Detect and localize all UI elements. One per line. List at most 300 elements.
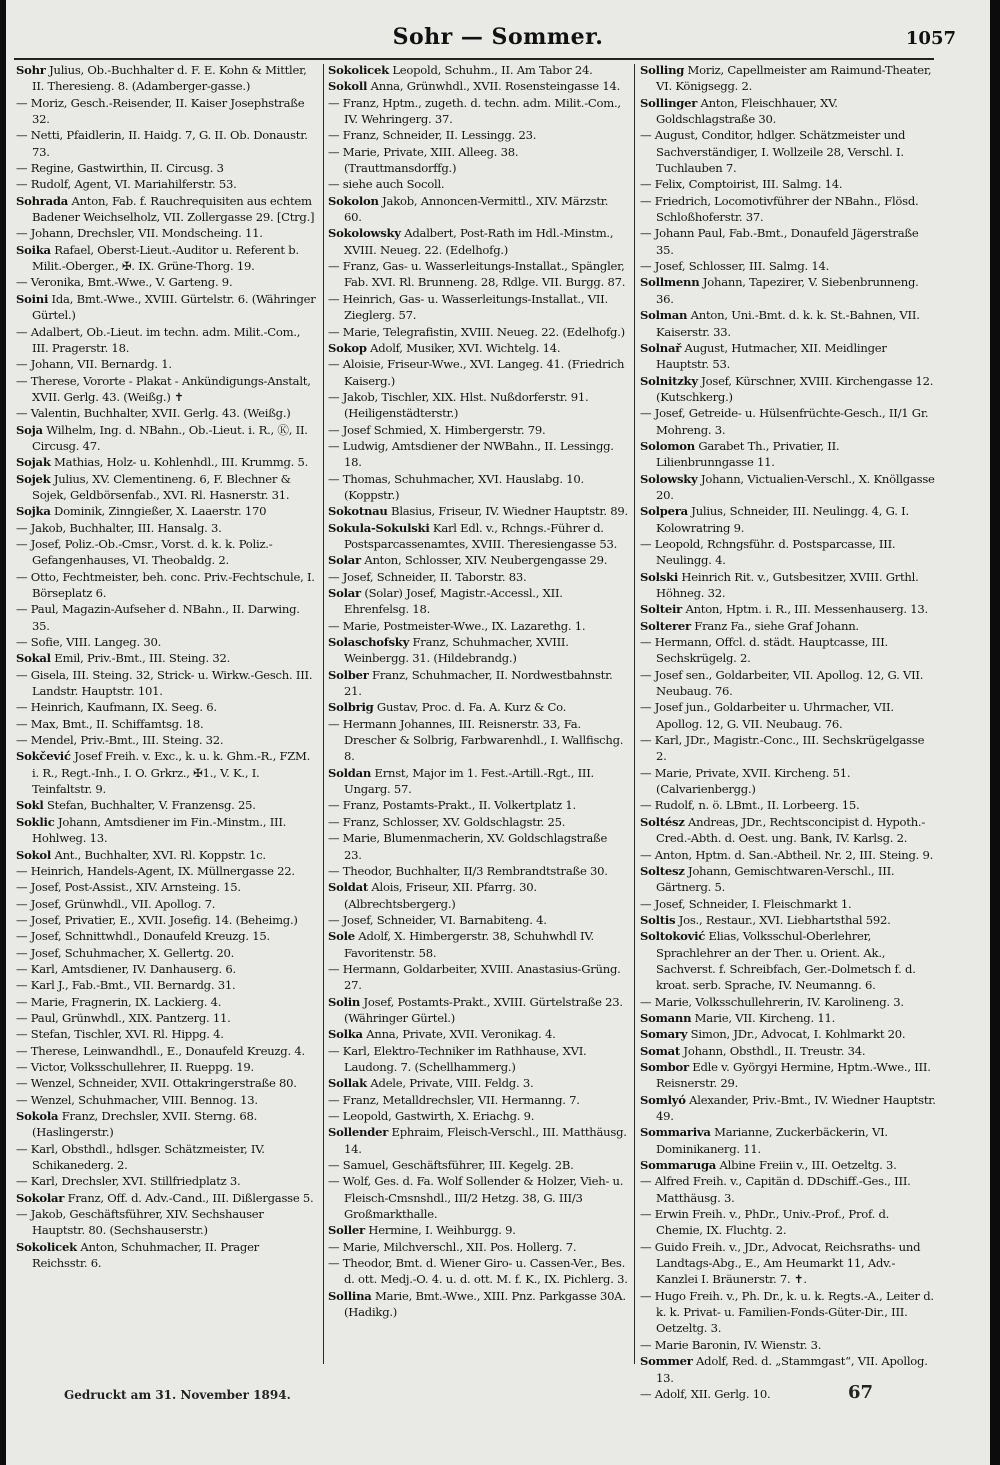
entry-details: — Hermann Johannes, III. Reisnerstr. 33, Fa. Drescher & Solbrig, Farbwarenhdl., I. Wallfischg. 8. bbox=[328, 716, 624, 764]
entry-details: Franz, Off. d. Adv.-Cand., III. Dißlergasse 5. bbox=[64, 1190, 314, 1205]
directory-entry bbox=[328, 389, 628, 422]
entry-details: — Karl, JDr., Magistr.-Conc., III. Sechskrügelgasse 2. bbox=[640, 733, 925, 764]
directory-entry bbox=[16, 471, 316, 504]
entry-surname: Soldan bbox=[328, 765, 372, 780]
entry-details: — Marie, Volksschullehrerin, IV. Karolineng. 3. bbox=[640, 994, 904, 1009]
entry-details: — Marie Baronin, IV. Wienstr. 3. bbox=[640, 1337, 822, 1352]
entry-details: — Jakob, Buchhalter, III. Hansalg. 3. bbox=[16, 520, 222, 535]
entry-details: — Marie, Blumenmacherin, XV. Goldschlagstraße 23. bbox=[328, 831, 608, 862]
entry-details: — Franz, Metalldrechsler, VII. Hermanng. 7. bbox=[328, 1092, 580, 1107]
entry-details: — Victor, Volksschullehrer, II. Rueppg. 19. bbox=[16, 1059, 254, 1074]
entry-details: Jos., Restaur., XVI. Liebhartsthal 592. bbox=[675, 912, 891, 927]
entry-details: — Friedrich, Locomotivführer der NBahn., Flösd. Schloßhoferstr. 37. bbox=[640, 193, 919, 225]
entry-surname: Solbrig bbox=[328, 700, 374, 715]
directory-entry bbox=[16, 748, 316, 797]
entry-surname: Solman bbox=[640, 308, 688, 323]
directory-entry bbox=[640, 95, 936, 128]
entry-details: — Regine, Gastwirthin, II. Circusg. 3 bbox=[16, 161, 224, 176]
entry-details: — Veronika, Bmt.-Wwe., V. Garteng. 9. bbox=[16, 275, 233, 290]
entry-surname: Sollina bbox=[328, 1288, 372, 1303]
entry-details: — Franz, Gas- u. Wasserleitungs-Installat., Spängler, Fab. XVI. Rl. Brunneng. 28, Rdlge. VII. Burgg. 87. bbox=[328, 259, 626, 290]
directory-entry bbox=[328, 356, 628, 389]
entry-surname: Solomon bbox=[640, 438, 695, 453]
entry-details: Josef, Kürschner, XVIII. Kirchengasse 12. (Kutschkerg.) bbox=[656, 373, 934, 404]
directory-entry bbox=[640, 1059, 936, 1092]
directory-entry bbox=[640, 863, 936, 896]
entry-details: — Jakob, Tischler, XIX. Hlst. Nußdorferstr. 91. (Heiligenstädterstr.) bbox=[328, 389, 589, 421]
directory-entry bbox=[16, 945, 316, 961]
entry-details: Johann, Obsthdl., II. Treustr. 34. bbox=[680, 1043, 866, 1058]
entry-details: — Hugo Freih. v., Ph. Dr., k. u. k. Regts.-A., Leiter d. k. k. Privat- u. Familien-Fonds-Güter-Dir., III. Oetzeltg. 3. bbox=[640, 1288, 934, 1336]
entry-surname: Sommaruga bbox=[640, 1158, 717, 1173]
directory-entry bbox=[16, 732, 316, 748]
entry-details: — Josef, Schneider, VI. Barnabiteng. 4. bbox=[328, 912, 547, 927]
entry-details: — Mendel, Priv.-Bmt., III. Steing. 32. bbox=[16, 733, 224, 748]
directory-entry bbox=[16, 160, 316, 176]
directory-entry bbox=[328, 1075, 628, 1091]
entry-surname: Sole bbox=[328, 929, 355, 944]
directory-entry bbox=[16, 422, 316, 455]
entry-details: Alexander, Priv.-Bmt., IV. Wiedner Hauptstr. 49. bbox=[656, 1092, 936, 1123]
column-2 bbox=[328, 62, 628, 1367]
entry-surname: Solaschofsky bbox=[328, 635, 410, 650]
directory-entry bbox=[640, 62, 936, 95]
entry-details: Andreas, JDr., Rechtsconcipist d. Hypoth.-Cred.-Abth. d. Oest. ung. Bank, IV. Karlsg. 2. bbox=[656, 814, 926, 846]
entry-surname: Sojek bbox=[16, 471, 51, 486]
directory-entry bbox=[328, 634, 628, 667]
entry-surname: Solar bbox=[328, 553, 361, 568]
page-number: 1057 bbox=[905, 28, 956, 49]
directory-entry bbox=[328, 699, 628, 715]
directory-entry bbox=[16, 1206, 316, 1239]
directory-entry bbox=[328, 928, 628, 961]
directory-entry bbox=[16, 961, 316, 977]
entry-details: — Paul, Grünwhdl., XIX. Pantzerg. 11. bbox=[16, 1010, 231, 1025]
page-footer bbox=[6, 1376, 990, 1416]
directory-entry bbox=[16, 601, 316, 634]
directory-entry bbox=[640, 536, 936, 569]
directory-entry bbox=[640, 896, 936, 912]
entry-details: Josef Freih. v. Exc., k. u. k. Ghm.-R., FZM. i. R., Regt.-Inh., I. O. Grkrz., ✠1., V. K., I. Teinfaltstr. 9. bbox=[32, 749, 311, 797]
directory-entry bbox=[640, 847, 936, 863]
entry-details: Adolf, Red. d. „Stammgast“, VII. Apollog. 13. bbox=[656, 1354, 928, 1385]
entry-surname: Sokolar bbox=[16, 1190, 65, 1205]
directory-entry bbox=[328, 422, 628, 438]
directory-entry bbox=[640, 912, 936, 928]
entry-surname: Soklic bbox=[16, 814, 55, 829]
entry-details: — Josef, Privatier, E., XVII. Josefig. 14. (Beheimg.) bbox=[16, 912, 298, 927]
directory-entry bbox=[640, 634, 936, 667]
directory-entry bbox=[328, 585, 628, 618]
entry-surname: Sollak bbox=[328, 1076, 367, 1091]
entry-details: Gustav, Proc. d. Fa. A. Kurz & Co. bbox=[373, 700, 567, 715]
directory-entry bbox=[640, 438, 936, 471]
entry-details: — Marie, Private, XIII. Alleeg. 38. (Trauttmansdorffg.) bbox=[328, 144, 519, 176]
entry-details: — Netti, Pfaidlerin, II. Haidg. 7, G. II. Ob. Donaustr. 73. bbox=[16, 128, 308, 159]
entry-details: Rafael, Oberst-Lieut.-Auditor u. Referent b. Milit.-Oberger., ✠. IX. Grüne-Thorg. 19. bbox=[32, 242, 299, 274]
entry-details: — Karl, Elektro-Techniker im Rathhause, XVI. Laudong. 7. (Schellhammerg.) bbox=[328, 1043, 587, 1074]
directory-entry bbox=[640, 307, 936, 340]
entry-surname: Sojak bbox=[16, 455, 51, 470]
entry-surname: Sokolowsky bbox=[328, 226, 401, 241]
print-date-note: Gedruckt am 31. November 1894. bbox=[64, 1388, 291, 1402]
entry-surname: Sohr bbox=[16, 63, 46, 77]
directory-entry bbox=[640, 1124, 936, 1157]
entry-details: — Josef jun., Goldarbeiter u. Uhrmacher, VII. Apollog. 12, G. VII. Neubaug. 76. bbox=[640, 700, 894, 731]
entry-details: — Anton, Hptm. d. San.-Abtheil. Nr. 2, III. Steing. 9. bbox=[640, 847, 934, 862]
entry-details: Franz Fa., siehe Graf Johann. bbox=[690, 618, 859, 633]
column-1 bbox=[16, 62, 316, 1367]
entry-surname: Solowsky bbox=[640, 471, 698, 486]
entry-details: Anna, Grünwhdl., XVII. Rosensteingasse 14. bbox=[367, 79, 621, 94]
directory-entry bbox=[16, 667, 316, 700]
directory-entry bbox=[16, 912, 316, 928]
entry-details: Blasius, Friseur, IV. Wiedner Hauptstr. 89. bbox=[387, 504, 628, 519]
entry-surname: Solnař bbox=[640, 340, 682, 355]
directory-entry bbox=[16, 1108, 316, 1141]
directory-entry bbox=[16, 1075, 316, 1091]
entry-details: — Thomas, Schuhmacher, XVI. Hauslabg. 10. (Koppstr.) bbox=[328, 471, 584, 502]
entry-details: Johann, Tapezirer, V. Siebenbrunneng. 36. bbox=[656, 275, 919, 306]
entry-details: — Jakob, Geschäftsführer, XIV. Sechshauser Hauptstr. 80. (Sechshauserstr.) bbox=[16, 1207, 264, 1238]
entry-surname: Sokoll bbox=[328, 79, 368, 94]
entry-surname: Sommariva bbox=[640, 1125, 711, 1140]
directory-entry bbox=[640, 1043, 936, 1059]
entry-surname: Sokolicek bbox=[328, 63, 389, 77]
entry-details: Josef, Postamts-Prakt., XVIII. Gürtelstraße 23. (Währinger Gürtel.) bbox=[344, 994, 623, 1025]
entry-details: Anna, Private, XVII. Veronikag. 4. bbox=[362, 1027, 556, 1042]
directory-entry bbox=[16, 634, 316, 650]
entry-surname: Sokčević bbox=[16, 749, 71, 764]
entry-surname: Sokolicek bbox=[16, 1239, 77, 1254]
directory-entry bbox=[16, 1239, 316, 1272]
directory-entry bbox=[16, 1173, 316, 1189]
entry-surname: Sokal bbox=[16, 651, 51, 666]
entry-details: — Josef, Poliz.-Ob.-Cmsr., Vorst. d. k. k. Poliz.-Gefangenhauses, VI. Theobaldg. 2. bbox=[16, 536, 273, 568]
entry-surname: Soltoković bbox=[640, 929, 706, 944]
directory-entry bbox=[16, 814, 316, 847]
entry-details: — Hermann, Offcl. d. städt. Hauptcasse, III. Sechskrügelg. 2. bbox=[640, 635, 888, 666]
directory-entry bbox=[328, 1288, 628, 1321]
entry-details: — Wenzel, Schuhmacher, VIII. Bennog. 13. bbox=[16, 1092, 258, 1107]
entry-details: — Johann, Drechsler, VII. Mondscheing. 11. bbox=[16, 226, 263, 241]
entry-details: — Josef Schmied, X. Himbergerstr. 79. bbox=[328, 422, 546, 437]
directory-entry bbox=[16, 503, 316, 519]
entry-details: Johann, Gemischtwaren-Verschl., III. Gärtnerg. 5. bbox=[656, 863, 895, 895]
directory-entry bbox=[328, 471, 628, 504]
directory-entry bbox=[640, 176, 936, 192]
directory-entry bbox=[328, 667, 628, 700]
entry-details: Julius, Ob.-Buchhalter d. F. E. Kohn & Mittler, II. Theresieng. 8. (Adamberger-gasse.) bbox=[32, 63, 307, 94]
entry-surname: Somann bbox=[640, 1010, 692, 1025]
header-rule bbox=[14, 58, 934, 60]
entry-details: Franz, Schuhmacher, II. Nordwestbahnstr. 21. bbox=[344, 667, 613, 699]
directory-entry bbox=[16, 928, 316, 944]
entry-details: — Adalbert, Ob.-Lieut. im techn. adm. Milit.-Com., III. Pragerstr. 18. bbox=[16, 324, 301, 355]
directory-entry bbox=[16, 994, 316, 1010]
directory-entry bbox=[328, 961, 628, 994]
directory-entry bbox=[16, 1010, 316, 1026]
entry-details: — Franz, Schlosser, XV. Goldschlagstr. 25. bbox=[328, 814, 566, 829]
directory-entry bbox=[328, 340, 628, 356]
column-divider bbox=[323, 64, 324, 1364]
entry-details: — Therese, Vororte - Plakat - Ankündigungs-Anstalt, XVII. Gerlg. 43. (Weißg.) ✝ bbox=[16, 373, 311, 404]
entry-details: — Marie, Telegrafistin, XVIII. Neueg. 22. (Edelhofg.) bbox=[328, 324, 625, 339]
entry-surname: Solnitzky bbox=[640, 373, 698, 388]
entry-details: — Johann Paul, Fab.-Bmt., Donaufeld Jägerstraße 35. bbox=[640, 226, 919, 257]
entry-details: — Josef, Getreide- u. Hülsenfrüchte-Gesch., II/1 Gr. Mohreng. 3. bbox=[640, 406, 929, 437]
directory-entry bbox=[640, 1239, 936, 1288]
directory-entry bbox=[16, 716, 316, 732]
entry-details: Stefan, Buchhalter, V. Franzensg. 25. bbox=[43, 798, 256, 813]
entry-details: Julius, XV. Clementineng. 6, F. Blechner & Sojek, Geldbörsenfab., XVI. Rl. Hasnerstr. 31. bbox=[32, 471, 291, 502]
entry-details: Dominik, Zinngießer, X. Laaerstr. 170 bbox=[50, 504, 267, 519]
directory-entry bbox=[328, 78, 628, 94]
directory-entry bbox=[640, 1092, 936, 1125]
directory-entry bbox=[328, 879, 628, 912]
entry-details: Ephraim, Fleisch-Verschl., III. Matthäusg. 14. bbox=[344, 1125, 627, 1156]
entry-details: Heinrich Rit. v., Gutsbesitzer, XVIII. Grthl. Höhneg. 32. bbox=[656, 569, 919, 600]
entry-details: — Marie, Milchverschl., XII. Pos. Hollerg. 7. bbox=[328, 1239, 577, 1254]
entry-surname: Sokolon bbox=[328, 193, 379, 208]
entry-details: — Felix, Comptoirist, III. Salmg. 14. bbox=[640, 177, 843, 192]
directory-entry bbox=[640, 1288, 936, 1337]
entry-surname: Solar bbox=[328, 586, 361, 600]
entry-details: Karl Edl. v., Rchngs.-Führer d. Postsparcassenamtes, XVIII. Theresiengasse 53. bbox=[344, 520, 618, 551]
entry-details: Mathias, Holz- u. Kohlenhdl., III. Krummg. 5. bbox=[50, 455, 309, 470]
entry-details: — Wenzel, Schneider, XVII. Ottakringerstraße 80. bbox=[16, 1076, 297, 1091]
entry-details: — Theodor, Buchhalter, II/3 Rembrandtstraße 30. bbox=[328, 863, 608, 878]
directory-entry bbox=[328, 95, 628, 128]
directory-entry bbox=[16, 896, 316, 912]
page-title: Sohr — Sommer. bbox=[392, 24, 604, 50]
entry-details: Simon, JDr., Advocat, I. Kohlmarkt 20. bbox=[687, 1027, 906, 1042]
entry-details: — Karl J., Fab.-Bmt., VII. Bernardg. 31. bbox=[16, 978, 236, 993]
entry-details: Marianne, Zuckerbäckerin, VI. Dominikanerg. 11. bbox=[656, 1125, 888, 1156]
column-divider bbox=[634, 64, 635, 1364]
entry-surname: Somary bbox=[640, 1027, 688, 1042]
entry-details: — August, Conditor, hdlger. Schätzmeister und Sachverständiger, I. Wollzeile 28, Verschl. I. Tuchlauben 7. bbox=[640, 128, 906, 176]
entry-details: — Paul, Magazin-Aufseher d. NBahn., II. Darwing. 35. bbox=[16, 602, 300, 633]
directory-entry bbox=[328, 438, 628, 471]
entry-details: — Marie, Postmeister-Wwe., IX. Lazarethg. 1. bbox=[328, 618, 586, 633]
directory-entry bbox=[640, 1206, 936, 1239]
entry-surname: Solling bbox=[640, 63, 685, 77]
entry-details: Franz, Drechsler, XVII. Sterng. 68. (Haslingerstr.) bbox=[32, 1109, 258, 1140]
entry-details: Adele, Private, VIII. Feldg. 3. bbox=[366, 1076, 534, 1091]
directory-entry bbox=[640, 1173, 936, 1206]
entry-details: Ernst, Major im 1. Fest.-Artill.-Rgt., III. Ungarg. 57. bbox=[344, 765, 594, 797]
entry-details: Johann, Amtsdiener im Fin.-Minstm., III. Hohlweg. 13. bbox=[32, 814, 287, 846]
entry-details: — Stefan, Tischler, XVI. Rl. Hippg. 4. bbox=[16, 1027, 224, 1042]
directory-entry bbox=[16, 242, 316, 275]
directory-entry bbox=[640, 127, 936, 176]
directory-entry bbox=[328, 503, 628, 519]
entry-details: Leopold, Schuhm., II. Am Tabor 24. bbox=[388, 63, 593, 77]
entry-details: Marie, VII. Kircheng. 11. bbox=[691, 1010, 836, 1025]
entry-details: Emil, Priv.-Bmt., III. Steing. 32. bbox=[50, 651, 231, 666]
directory-entry bbox=[640, 797, 936, 813]
entry-details: — Sofie, VIII. Langeg. 30. bbox=[16, 635, 162, 650]
directory-entry bbox=[328, 176, 628, 192]
directory-entry bbox=[328, 618, 628, 634]
directory-entry bbox=[640, 340, 936, 373]
entry-surname: Solka bbox=[328, 1027, 363, 1042]
entry-surname: Solterer bbox=[640, 618, 691, 633]
directory-entry bbox=[640, 732, 936, 765]
entry-details: — Heinrich, Gas- u. Wasserleitungs-Installat., VII. Zieglerg. 57. bbox=[328, 291, 608, 323]
entry-details: — Franz, Schneider, II. Lessingg. 23. bbox=[328, 128, 537, 143]
entry-details: Anton, Schuhmacher, II. Prager Reichsstr. 6. bbox=[32, 1239, 259, 1271]
directory-entry bbox=[328, 814, 628, 830]
entry-details: Julius, Schneider, III. Neulingg. 4, G. I. Kolowratring 9. bbox=[656, 504, 909, 535]
entry-details: — Valentin, Buchhalter, XVII. Gerlg. 43. (Weißg.) bbox=[16, 406, 291, 421]
directory-entry bbox=[16, 699, 316, 715]
entry-details: — Rudolf, Agent, VI. Mariahilferstr. 53. bbox=[16, 177, 237, 192]
entry-details: Anton, Schlosser, XIV. Neubergengasse 29. bbox=[360, 553, 608, 568]
directory-entry bbox=[640, 373, 936, 406]
directory-entry bbox=[16, 373, 316, 406]
entry-surname: Sokotnau bbox=[328, 504, 388, 519]
directory-entry bbox=[328, 1108, 628, 1124]
entry-details: — Leopold, Gastwirth, X. Eriachg. 9. bbox=[328, 1109, 535, 1123]
entry-surname: Soldat bbox=[328, 880, 368, 895]
directory-entry bbox=[328, 1222, 628, 1238]
entry-details: Johann, Victualien-Verschl., X. Knöllgasse 20. bbox=[656, 471, 935, 502]
entry-surname: Soja bbox=[16, 422, 43, 437]
entry-details: Elias, Volksschul-Oberlehrer, Sprachlehrer an der Ther. u. Orient. Ak., Sachverst. f. Schreibfach, Ger.-Dolmetsch f. d. kroat. serb. Sprache, IV. Neumanng. 6. bbox=[656, 929, 916, 993]
entry-surname: Somat bbox=[640, 1043, 680, 1058]
entry-details: Adolf, Musiker, XVI. Wichtelg. 14. bbox=[366, 340, 561, 355]
entry-surname: Solski bbox=[640, 569, 678, 584]
directory-entry bbox=[640, 699, 936, 732]
directory-entry bbox=[16, 405, 316, 421]
directory-entry bbox=[328, 1255, 628, 1288]
entry-surname: Sollinger bbox=[640, 95, 698, 110]
entry-details: Albine Freiin v., III. Oetzeltg. 3. bbox=[716, 1158, 897, 1173]
directory-entry bbox=[16, 797, 316, 813]
directory-entry bbox=[328, 863, 628, 879]
page-header bbox=[6, 0, 990, 66]
entry-details: Hermine, I. Weihburgg. 9. bbox=[364, 1223, 516, 1238]
directory-page bbox=[6, 0, 990, 1465]
entry-details: — Therese, Leinwandhdl., E., Donaufeld Kreuzg. 4. bbox=[16, 1043, 305, 1058]
entry-details: — Marie, Private, XVII. Kircheng. 51. (Calvarienbergg.) bbox=[640, 765, 851, 797]
directory-entry bbox=[16, 291, 316, 324]
entry-details: — Franz, Hptm., zugeth. d. techn. adm. Milit.-Com., IV. Wehringerg. 37. bbox=[328, 95, 621, 127]
entry-details: — Josef, Schuhmacher, X. Gellertg. 20. bbox=[16, 945, 235, 960]
entry-details: — Johann, VII. Bernardg. 1. bbox=[16, 357, 172, 372]
directory-entry bbox=[328, 797, 628, 813]
entry-details: (Solar) Josef, Magistr.-Accessl., XII. Ehrenfelsg. 18. bbox=[344, 586, 563, 617]
entry-details: Anton, Fleischhauer, XV. Goldschlagstraße 30. bbox=[656, 95, 838, 127]
directory-entry bbox=[16, 1141, 316, 1174]
directory-entry bbox=[328, 324, 628, 340]
entry-details: — Karl, Obsthdl., hdlsger. Schätzmeister, IV. Schikanederg. 2. bbox=[16, 1141, 265, 1173]
entry-surname: Solin bbox=[328, 994, 361, 1009]
entry-details: — Gisela, III. Steing. 32, Strick- u. Wirkw.-Gesch. III. Landstr. Hauptstr. 101. bbox=[16, 667, 313, 699]
entry-details: — Rudolf, n. ö. LBmt., II. Lorbeerg. 15. bbox=[640, 798, 860, 813]
directory-entry bbox=[640, 569, 936, 602]
directory-entry bbox=[640, 618, 936, 634]
entry-details: Anton, Uni.-Bmt. d. k. k. St.-Bahnen, VII. Kaiserstr. 33. bbox=[656, 308, 920, 339]
directory-entry bbox=[328, 291, 628, 324]
entry-surname: Somlyó bbox=[640, 1092, 686, 1107]
directory-entry bbox=[328, 127, 628, 143]
directory-entry bbox=[16, 863, 316, 879]
directory-entry bbox=[328, 1124, 628, 1157]
entry-details: — Leopold, Rchngsführ. d. Postsparcasse, III. Neulingg. 4. bbox=[640, 536, 896, 568]
entry-details: — Theodor, Bmt. d. Wiener Giro- u. Cassen-Ver., Bes. d. ott. Medj.-O. 4. u. d. ott. M. f. K., IX. Pichlerg. 3. bbox=[328, 1256, 628, 1287]
entry-surname: Sokop bbox=[328, 340, 367, 355]
directory-entry bbox=[328, 193, 628, 226]
entry-details: — siehe auch Socoll. bbox=[328, 177, 445, 192]
directory-entry bbox=[328, 716, 628, 765]
entry-details: — Ludwig, Amtsdiener der NWBahn., II. Lessingg. 18. bbox=[328, 438, 614, 470]
entry-details: Ant., Buchhalter, XVI. Rl. Koppstr. 1c. bbox=[51, 847, 266, 862]
entry-surname: Solpera bbox=[640, 504, 688, 519]
directory-entry bbox=[328, 1026, 628, 1042]
directory-entry bbox=[16, 454, 316, 470]
directory-entry bbox=[16, 95, 316, 128]
entry-details: — Josef, Post-Assist., XIV. Arnsteing. 15. bbox=[16, 880, 241, 895]
entry-surname: Soltis bbox=[640, 912, 676, 927]
directory-entry bbox=[640, 1026, 936, 1042]
entry-details: — Otto, Fechtmeister, beh. conc. Priv.-Fechtschule, I. Börseplatz 6. bbox=[16, 569, 315, 600]
directory-entry bbox=[640, 765, 936, 798]
entry-details: Anton, Fab. f. Rauchrequisiten aus echtem Badener Weichselholz, VII. Zollergasse 29. [Ctrg.] bbox=[32, 193, 315, 225]
entry-surname: Sollmenn bbox=[640, 275, 700, 290]
entry-details: — Moriz, Gesch.-Reisender, II. Kaiser Josephstraße 32. bbox=[16, 95, 305, 127]
directory-entry bbox=[328, 912, 628, 928]
entry-details: Adalbert, Post-Rath im Hdl.-Minstm., XVIII. Neueg. 22. (Edelhofg.) bbox=[344, 226, 614, 257]
entry-details: — Karl, Drechsler, XVI. Stillfriedplatz 3. bbox=[16, 1174, 241, 1189]
directory-entry bbox=[328, 569, 628, 585]
directory-entry bbox=[640, 503, 936, 536]
directory-entry bbox=[640, 814, 936, 847]
signature-mark: 67 bbox=[848, 1382, 874, 1403]
directory-entry bbox=[328, 225, 628, 258]
directory-entry bbox=[640, 193, 936, 226]
directory-entry bbox=[328, 765, 628, 798]
directory-entry bbox=[640, 274, 936, 307]
entry-surname: Soltész bbox=[640, 814, 685, 829]
entry-surname: Soller bbox=[328, 1223, 365, 1238]
directory-entry bbox=[328, 1173, 628, 1222]
entry-details: — Josef, Schneider, II. Taborstr. 83. bbox=[328, 569, 527, 584]
directory-entry bbox=[328, 520, 628, 553]
entry-details: — Franz, Postamts-Prakt., II. Volkertplatz 1. bbox=[328, 798, 576, 813]
directory-entry bbox=[328, 994, 628, 1027]
entry-details: Jakob, Annoncen-Vermittl., XIV. Märzstr. 60. bbox=[344, 193, 609, 225]
directory-entry bbox=[640, 601, 936, 617]
entry-details: — Alfred Freih. v., Capitän d. DDschiff.-Ges., III. Matthäusg. 3. bbox=[640, 1174, 911, 1205]
directory-entry bbox=[16, 176, 316, 192]
entry-surname: Sojka bbox=[16, 504, 51, 519]
entry-surname: Sokol bbox=[16, 847, 52, 862]
directory-entry bbox=[328, 1043, 628, 1076]
entry-details: — Wolf, Ges. d. Fa. Wolf Sollender & Holzer, Vieh- u. Fleisch-Cmsnshdl., III/2 Hetzg. 38, G. III/3 Großmarkthalle. bbox=[328, 1174, 624, 1222]
entry-details: — Hermann, Goldarbeiter, XVIII. Anastasius-Grüng. 27. bbox=[328, 961, 621, 993]
directory-entry bbox=[16, 127, 316, 160]
directory-entry bbox=[640, 1157, 936, 1173]
directory-entry bbox=[16, 650, 316, 666]
directory-entry bbox=[16, 520, 316, 536]
entry-details: Alois, Friseur, XII. Pfarrg. 30. (Albrechtsbergerg.) bbox=[344, 880, 537, 911]
entry-details: — Adolf, XII. Gerlg. 10. bbox=[640, 1386, 771, 1401]
directory-entry bbox=[16, 1190, 316, 1206]
directory-entry bbox=[16, 324, 316, 357]
